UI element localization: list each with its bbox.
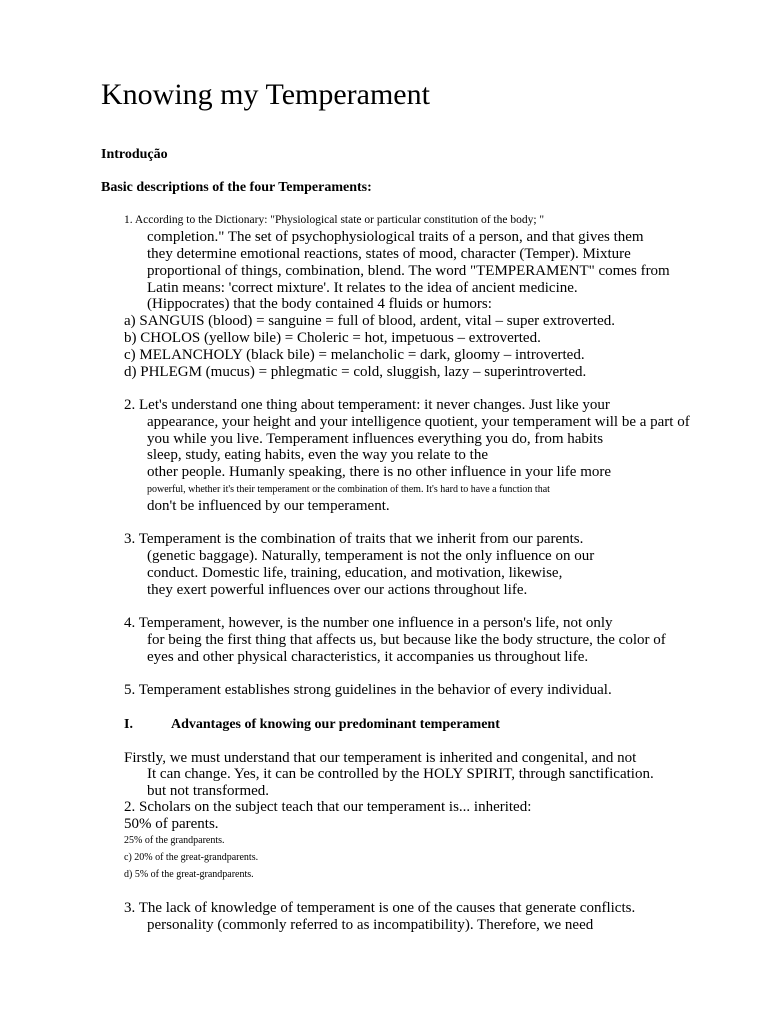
item2-line2: appearance, your height and your intelligence quotient, your temperament will be a part of <box>147 414 690 430</box>
item1-line5: Latin means: 'correct mixture'. It relates to the idea of ancient medicine. <box>147 280 578 296</box>
adv-line4: 2. Scholars on the subject teach that our temperament is... inherited: <box>124 799 532 815</box>
adv-line3: but not transformed. <box>147 783 270 799</box>
item1-line3: they determine emotional reactions, states of mood, character (Temper). Mixture <box>147 246 631 262</box>
item4-line2: for being the first thing that affects us, but because like the body structure, the color of <box>147 632 666 648</box>
section1-title: Advantages of knowing our predominant temperament <box>171 717 500 732</box>
section1-number: I. <box>124 717 133 732</box>
item4-line1: 4. Temperament, however, is the number one influence in a person's life, not only <box>124 615 613 631</box>
inherit-grandparents: 25% of the grandparents. <box>124 835 225 846</box>
item1-line6: (Hippocrates) that the body contained 4 fluids or humors: <box>147 296 492 312</box>
inherit-parents: 50% of parents. <box>124 816 219 832</box>
item1-line1: 1. According to the Dictionary: "Physiological state or particular constitution of the body; " <box>124 214 545 226</box>
inherit-great-grandparents-5: d) 5% of the great-grandparents. <box>124 869 254 880</box>
item2-line5: other people. Humanly speaking, there is no other influence in your life more <box>147 464 612 480</box>
item1-line4: proportional of things, combination, blend. The word "TEMPERAMENT" comes from <box>147 263 670 279</box>
item2-line3: you while you live. Temperament influences everything you do, from habits <box>147 431 604 447</box>
item3-line2: (genetic baggage). Naturally, temperament is not the only influence on our <box>147 548 595 564</box>
adv-line2: It can change. Yes, it can be controlled by the HOLY SPIRIT, through sanctification. <box>147 766 654 782</box>
basic-descriptions-heading: Basic descriptions of the four Temperaments: <box>101 180 372 195</box>
item1-line2: completion." The set of psychophysiological traits of a person, and that gives them <box>147 229 644 245</box>
item4-line3: eyes and other physical characteristics, it accompanies us throughout life. <box>147 649 589 665</box>
humor-cholos: b) CHOLOS (yellow bile) = Choleric = hot, impetuous – extroverted. <box>124 330 541 346</box>
page-title: Knowing my Temperament <box>101 78 430 111</box>
item2-line7: don't be influenced by our temperament. <box>147 498 390 514</box>
adv-line10: personality (commonly referred to as incompatibility). Therefore, we need <box>147 917 594 933</box>
humor-phlegm: d) PHLEGM (mucus) = phlegmatic = cold, sluggish, lazy – superintroverted. <box>124 364 587 380</box>
item2-line1: 2. Let's understand one thing about temperament: it never changes. Just like your <box>124 397 610 413</box>
item2-line4: sleep, study, eating habits, even the way you relate to the <box>147 447 489 463</box>
humor-melancholy: c) MELANCHOLY (black bile) = melancholic = dark, gloomy – introverted. <box>124 347 585 363</box>
inherit-great-grandparents-20: c) 20% of the great-grandparents. <box>124 852 259 863</box>
item3-line1: 3. Temperament is the combination of traits that we inherit from our parents. <box>124 531 584 547</box>
adv-line1: Firstly, we must understand that our temperament is inherited and congenital, and not <box>124 750 637 766</box>
adv-line9: 3. The lack of knowledge of temperament is one of the causes that generate conflicts. <box>124 900 636 916</box>
intro-heading: Introdução <box>101 147 168 162</box>
item5-line1: 5. Temperament establishes strong guidelines in the behavior of every individual. <box>124 682 612 698</box>
item3-line3: conduct. Domestic life, training, education, and motivation, likewise, <box>147 565 563 581</box>
item3-line4: they exert powerful influences over our actions throughout life. <box>147 582 528 598</box>
humor-sanguis: a) SANGUIS (blood) = sanguine = full of blood, ardent, vital – super extroverted. <box>124 313 615 329</box>
item2-line6: powerful, whether it's their temperament or the combination of them. It's hard to have a function that <box>147 484 550 495</box>
